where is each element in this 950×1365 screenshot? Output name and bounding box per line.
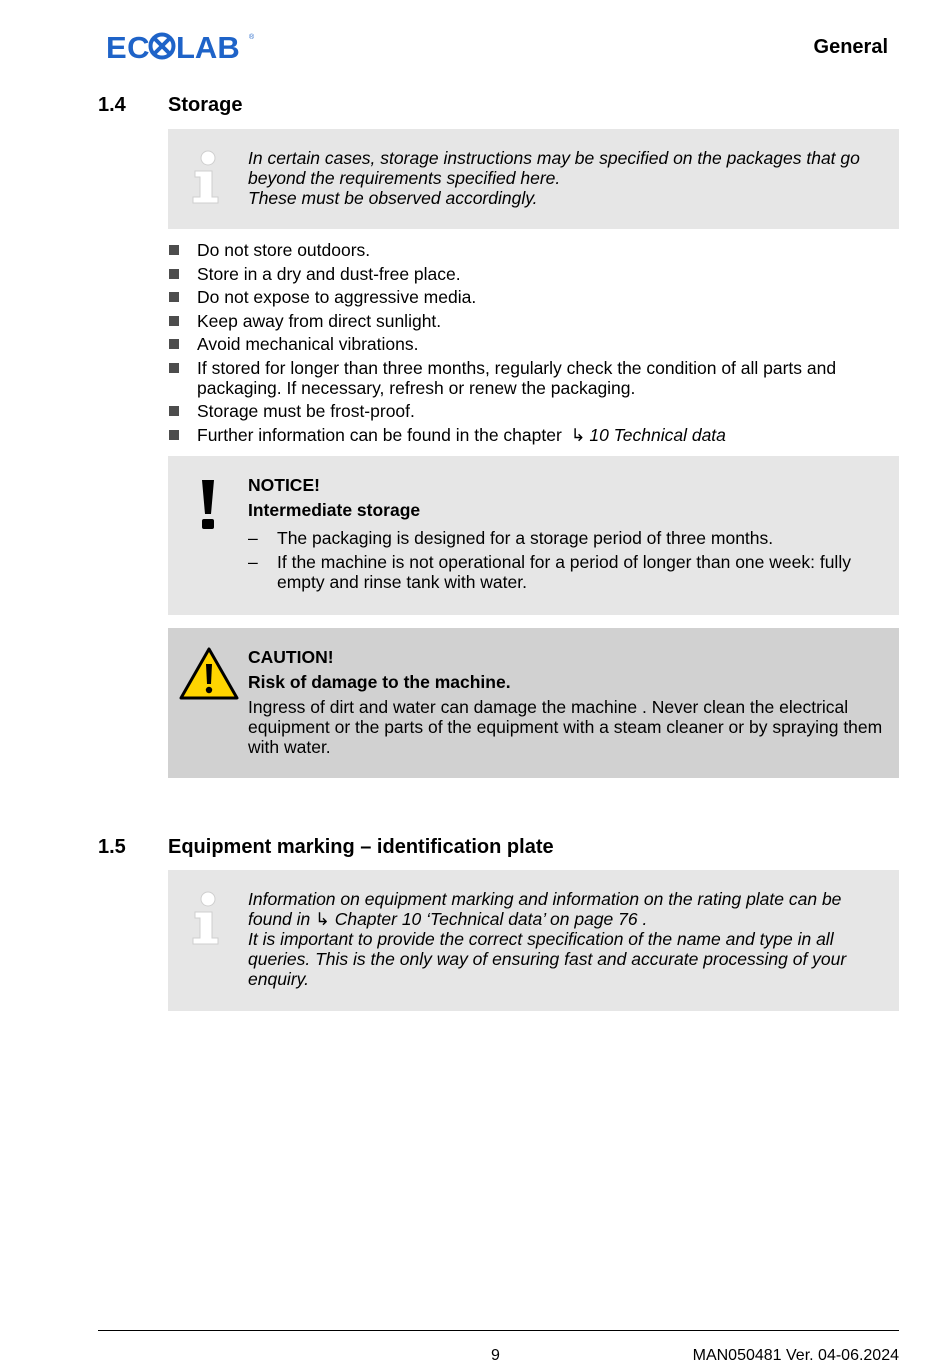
- info-line: In certain cases, storage instructions may be specified on the packages that go: [248, 148, 860, 168]
- svg-text:LAB: LAB: [176, 30, 240, 62]
- caution-box: [168, 628, 899, 778]
- exclamation-icon: [198, 478, 218, 530]
- crossref-arrow-icon: ↳: [570, 424, 586, 445]
- info-paragraph: It is important to provide the correct specification of the name and type in all queries. This is the only way of ensuring fast and accurate processing of your enquiry.: [248, 929, 847, 989]
- info-paragraph: Information on equipment marking and information on the rating plate can be found in ↳ Chapter 10 ‘Technical data’ on page 76 .: [248, 889, 842, 929]
- info-box-storage: [168, 129, 899, 229]
- list-item: Avoid mechanical vibrations.: [168, 334, 899, 354]
- caution-title: Risk of damage to the machine.: [248, 672, 511, 692]
- list-item: Keep away from direct sunlight.: [168, 311, 899, 331]
- section-heading-storage: [98, 94, 242, 117]
- section-heading-marking: [98, 836, 554, 859]
- list-item: Do not store outdoors.: [168, 240, 899, 260]
- technical-data-link[interactable]: 10 Technical data: [589, 424, 726, 445]
- document-reference: MAN050481 Ver. 04-06.2024: [692, 1347, 899, 1364]
- list-item: – The packaging is designed for a storage period of three months.: [248, 528, 774, 548]
- bullet-square-icon: [169, 363, 179, 373]
- section-title: Storage: [168, 94, 243, 116]
- info-icon: [190, 149, 222, 205]
- svg-text:®: ®: [249, 34, 255, 41]
- list-item: Storage must be frost-proof.: [168, 401, 899, 421]
- svg-text:EC: EC: [106, 30, 151, 62]
- list-item: Further information can be found in the chapter ↳ 10 Technical data: [168, 425, 899, 445]
- caution-label: CAUTION!: [248, 647, 334, 667]
- storage-bullet-list: [168, 240, 899, 448]
- info-box-marking: [168, 870, 899, 1011]
- bullet-square-icon: [169, 316, 179, 326]
- section-number: 1.4: [98, 94, 126, 116]
- section-number: 1.5: [98, 836, 126, 858]
- bullet-square-icon: [169, 269, 179, 279]
- list-item: Store in a dry and dust-free place.: [168, 264, 899, 284]
- list-item: – If the machine is not operational for a period of longer than one week: fully empty and rinse tank with water.: [248, 551, 851, 592]
- section-header: General: [813, 36, 888, 58]
- warning-triangle-icon: [178, 646, 240, 702]
- crossref-arrow-icon: ↳: [315, 909, 330, 929]
- info-line: beyond the requirements specified here.: [248, 168, 561, 188]
- info-text: [248, 889, 889, 989]
- bullet-square-icon: [169, 245, 179, 255]
- info-line: These must be observed accordingly.: [248, 188, 538, 208]
- notice-content: [248, 475, 889, 595]
- footer-divider: [98, 1330, 899, 1331]
- bullet-square-icon: [169, 339, 179, 349]
- notice-box: [168, 456, 899, 615]
- notice-label: NOTICE!: [248, 475, 320, 495]
- caution-text: Ingress of dirt and water can damage the machine . Never clean the electrical equipment or the parts of the equipment with a steam cleaner or by spraying them with water.: [248, 697, 883, 757]
- list-item: Do not expose to aggressive media.: [168, 287, 899, 307]
- notice-dash-list: [248, 528, 889, 592]
- page-number: 9: [491, 1347, 500, 1364]
- bullet-square-icon: [169, 430, 179, 440]
- list-item: If stored for longer than three months, regularly check the condition of all parts and packaging. If necessary, refresh or renew the packaging.: [168, 358, 899, 398]
- notice-title: Intermediate storage: [248, 500, 421, 520]
- caution-content: [248, 647, 889, 757]
- info-text: [248, 148, 889, 208]
- chapter-10-link[interactable]: Chapter 10 ‘Technical data’ on page 76: [334, 909, 638, 929]
- bullet-square-icon: [169, 292, 179, 302]
- ecolab-logo: [106, 30, 256, 62]
- bullet-square-icon: [169, 406, 179, 416]
- info-icon: [190, 890, 222, 946]
- section-title: Equipment marking – identification plate: [168, 836, 554, 858]
